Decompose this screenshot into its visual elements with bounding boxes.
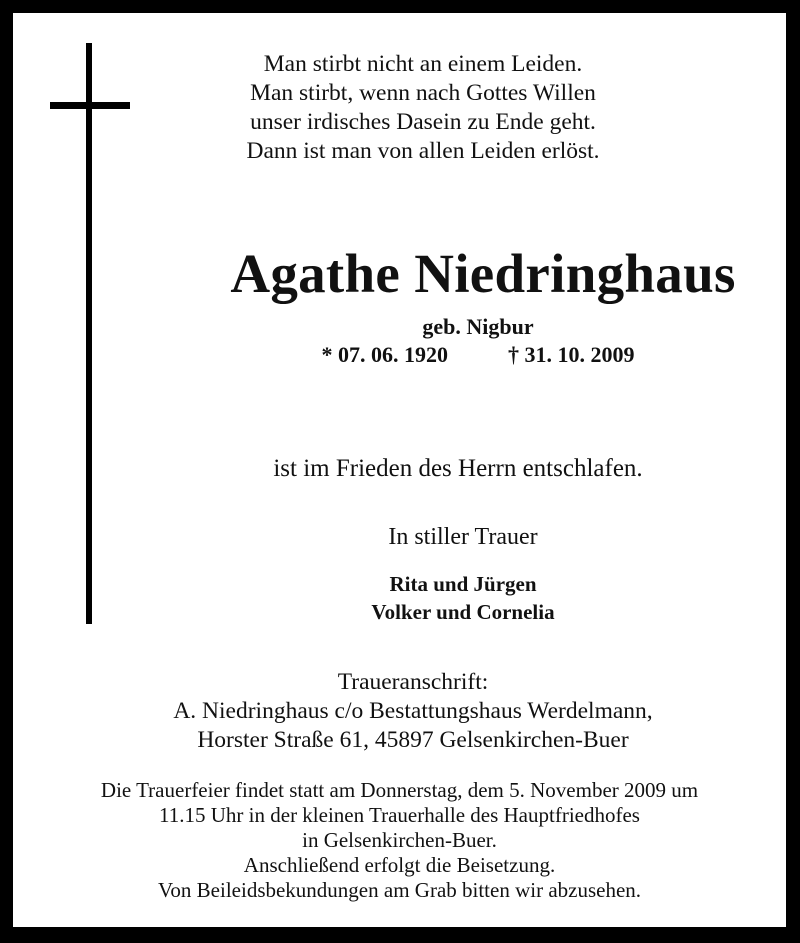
poem-line: Dann ist man von allen Leiden erlöst. [246,138,600,164]
info-line: Die Trauerfeier findet statt am Donnerstag, dem 5. November 2009 um [100,778,699,802]
birth-date: * 07. 06. 1920 [321,342,448,367]
address-line: Horster Straße 61, 45897 Gelsenkirchen-Buer [197,727,629,753]
maiden-name: geb. Nigbur [422,314,534,339]
info-line: Von Beileidsbekundungen am Grab bitten wir abzusehen. [157,878,642,902]
mourning-address [53,668,773,755]
poem-line: Man stirbt, wenn nach Gottes Willen [250,80,596,106]
info-line: 11.15 Uhr in der kleinen Trauerhalle des Hauptfriedhofes [159,803,640,827]
address-line: A. Niedringhaus c/o Bestattungshaus Werdelmann, [173,698,653,724]
death-date: † 31. 10. 2009 [508,342,635,367]
family-member: Volker und Cornelia [371,600,555,624]
cross-icon-horizontal [50,102,130,109]
funeral-info [13,778,786,903]
poem-line: Man stirbt nicht an einem Leiden. [263,51,583,77]
mourning-heading: In stiller Trauer [388,524,538,550]
deceased-name: Agathe Niedringhaus [230,243,736,304]
obituary-card [13,13,786,927]
address-label: Traueranschrift: [337,669,489,695]
cross-icon-vertical [86,43,92,624]
info-line: Anschließend erfolgt die Beisetzung. [243,853,556,877]
statement: ist im Frieden des Herrn entschlafen. [273,455,643,482]
family-member: Rita und Jürgen [389,572,537,596]
poem [153,50,693,166]
family-list [253,570,673,626]
life-dates [253,341,703,369]
info-line: in Gelsenkirchen-Buer. [302,828,497,852]
poem-line: unser irdisches Dasein zu Ende geht. [250,109,596,135]
